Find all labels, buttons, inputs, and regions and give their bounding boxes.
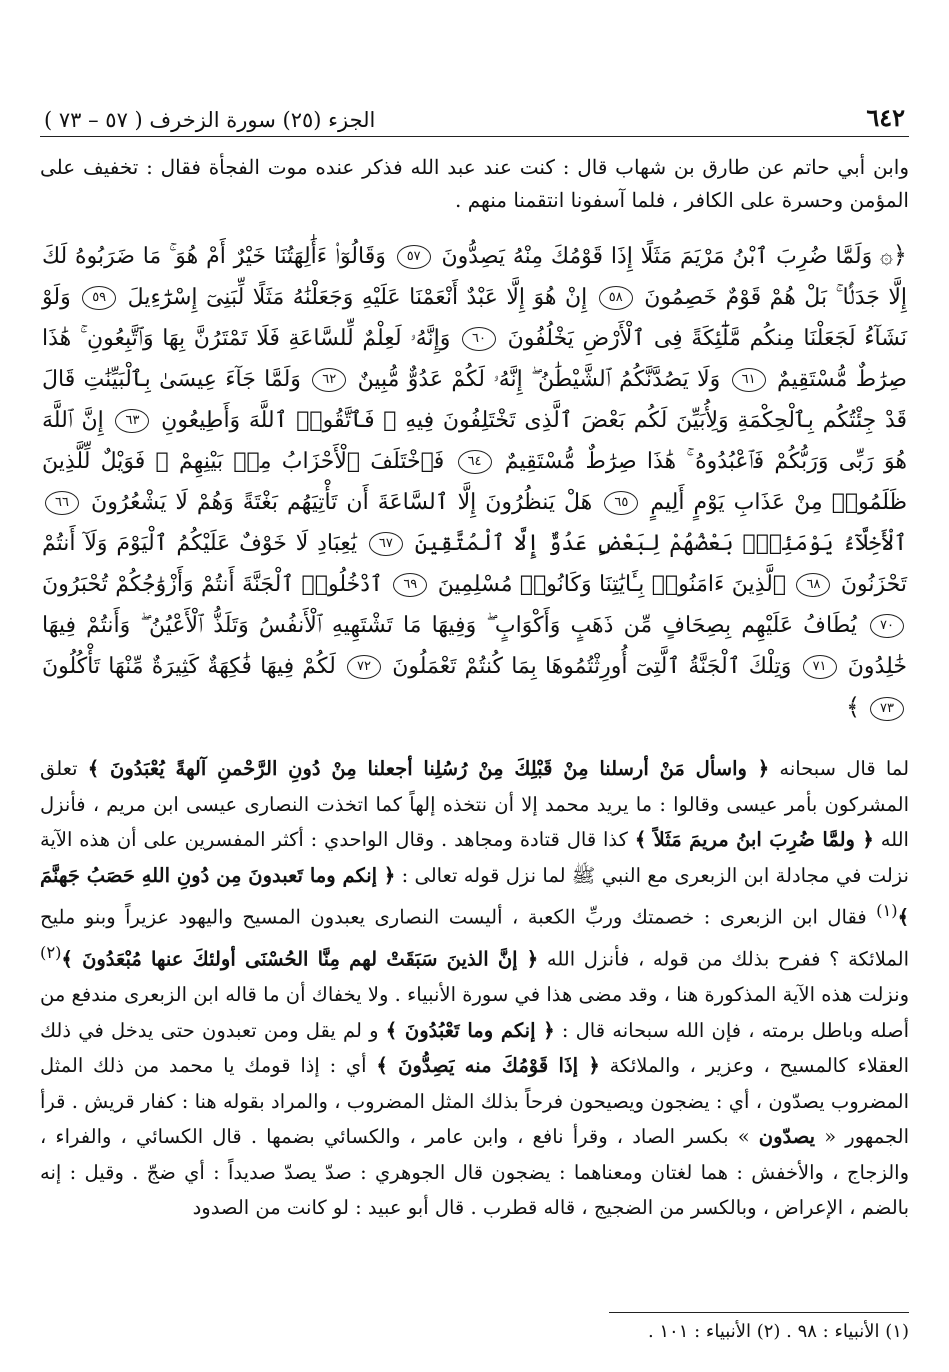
tafsir-text: » بكسر الصاد ، وقرأ نافع ، وابن عامر ، والكسائي بضمها . قال الكسائي ، والفراء ، والزجاج ، والأخفش : هما لغتان ومعناهما : يضجون قال الجوهري : صدّ يصدّ صديداً : أي ضجّ . وقيل : إنه بالضم ، الإعراض ، وبالكسر من الضجيج ، قاله قطرب . قال أبو عبيد : لو كانت من الصدود xyxy=(40,1125,909,1219)
tafsir-text: و لم يقل ومن تعبدون حتى يدخل في ذلك العقلاء كالمسيح ، وعزير ، والملائكة xyxy=(40,1018,910,1077)
verse-text: وَلَا يَصُدَّنَّكُمُ ٱلشَّيْطَٰنُ ۖ إِنَّهُۥ لَكُمْ عَدُوٌّ مُّبِينٌ xyxy=(357,367,721,392)
verse-text: وَقَالُوٓا۟ ءَأَٰلِهَتُنَا خَيْرٌ أَمْ هُوَ ۚ مَا ضَرَبُوهُ لَكَ إِلَّا جَدَلًۢا ۚ بَلْ هُمْ قَوْمٌ خَصِمُونَ xyxy=(42,244,907,310)
quran-open-bracket: ﴿ xyxy=(892,241,907,269)
verse-text: وَلَمَّا جَآءَ عِيسَىٰ بِٱلْبَيِّنَٰتِ قَالَ قَدْ جِئْتُكُم بِٱلْحِكْمَةِ وَلِأُبَيِّنَ لَكُم بَعْضَ ٱلَّذِى تَخْتَلِفُونَ فِيهِ ۖ فَٱتَّقُوا۟ ٱللَّهَ وَأَطِيعُونِ xyxy=(42,367,908,433)
verse-number-marker: ٧٣ xyxy=(870,697,904,721)
verse-text: ۞ وَلَمَّا ضُرِبَ ٱبْنُ مَرْيَمَ مَثَلًا إِذَا قَوْمُكَ مِنْهُ يَصِدُّونَ xyxy=(441,244,893,269)
verse-text: فَٱخْتَلَفَ ٱلْأَحْزَابُ مِنۢ بَيْنِهِمْ ۖ فَوَيْلٌ لِّلَّذِينَ ظَلَمُوا۟ مِنْ عَذَابِ يَوْمٍ أَلِيمٍ xyxy=(42,449,907,515)
footnote-divider xyxy=(609,1312,909,1313)
verse-number-marker: ٦٤ xyxy=(458,450,492,474)
verse-text: إِنْ هُوَ إِلَّا عَبْدٌ أَنْعَمْنَا عَلَيْهِ وَجَعَلْنَٰهُ مَثَلًا لِّبَنِىٓ إِسْرَٰٓءِيلَ xyxy=(127,285,588,310)
verse-number-marker: ٦٠ xyxy=(462,327,496,351)
quoted-verse: ﴿ ولمَّا ضُرِبَ ابنُ مريمَ مَثَلاً ﴾ xyxy=(634,828,874,851)
tafsir-text: تعلق المشركون بأمر عيسى وقالوا : ما يريد محمد إلا أن نتخذه إلهاً كما اتخذت النصارى عيسى ابن مريم ، فأنزل الله xyxy=(40,757,909,851)
verse-text: يُطَافُ عَلَيْهِم بِصِحَافٍ مِّن ذَهَبٍ وَأَكْوَابٍ ۖ وَفِيهَا مَا تَشْتَهِيهِ ٱلْأَنفُسُ وَتَلَذُّ ٱلْأَعْيُنُ ۖ وَأَنتُمْ فِيهَا خَٰلِدُونَ xyxy=(42,613,907,679)
verse-text: لَكُمْ فِيهَا فَٰكِهَةٌ كَثِيرَةٌ مِّنْهَا تَأْكُلُونَ xyxy=(42,654,336,679)
book-page xyxy=(40,92,909,1226)
verse-number-marker: ٦٦ xyxy=(45,491,79,515)
running-header xyxy=(40,92,909,137)
verse-number-marker: ٦٩ xyxy=(393,573,427,597)
verse-text: وَلَوْ نَشَآءُ لَجَعَلْنَا مِنكُم مَّلَٰٓئِكَةً فِى ٱلْأَرْضِ يَخْلُفُونَ xyxy=(42,285,907,351)
footnote-ref: (١) xyxy=(876,901,898,920)
intro-paragraph: وابن أبي حاتم عن طارق بن شهاب قال : كنت عند عبد الله فذكر عنده موت الفجأة فقال : تخفيف على المؤمن وحسرة على الكافر ، فلما آسفونا انتقمنا منهم . xyxy=(40,155,909,212)
quran-verses-block xyxy=(40,235,909,729)
header-title: الجزء (٢٥) سورة الزخرف ( ٥٧ – ٧٣ ) xyxy=(44,108,376,132)
verse-number-marker: ٧١ xyxy=(803,655,837,679)
footnote-text: (١) الأنبياء : ٩٨ . (٢) الأنبياء : ١٠١ . xyxy=(647,1321,909,1342)
quoted-verse: ﴿ واسأل مَنْ أرسلنا مِنْ قَبْلِكَ مِنْ رُسُلِنا أجعلنا مِنْ دُونِ الرَّحْمنِ آلهةً يُعْبَدُونَ ﴾ xyxy=(87,757,770,780)
quoted-verse: ﴿ إنكم وما تَعبدونَ مِن دُونِ اللهِ حَصَبُ جَهنَّمَ ﴾ xyxy=(40,863,909,929)
verse-text: يَٰعِبَادِ لَا خَوْفٌ عَلَيْكُمُ ٱلْيَوْمَ وَلَآ أَنتُمْ تَحْزَنُونَ xyxy=(42,531,907,597)
tafsir-text: أي : إذا قومك يا محمد من ذلك المثل المضروب يصدّون ، أي : يضجون ويصيحون فرحاً بذلك المثل المضروب ، والمراد بقوله هنا : كفار قريش . قرأ الجمهور « xyxy=(40,1054,909,1148)
verse-number-marker: ٦٥ xyxy=(604,491,638,515)
verse-number-marker: ٦٢ xyxy=(312,368,346,392)
quoted-word: يصدّون xyxy=(758,1125,816,1148)
verse-text: وَتِلْكَ ٱلْجَنَّةُ ٱلَّتِىٓ أُورِثْتُمُوهَا بِمَا كُنتُمْ تَعْمَلُونَ xyxy=(392,654,792,679)
verse-number-marker: ٦٣ xyxy=(115,409,149,433)
tafsir-text: فقال ابن الزبعرى : خصمتك وربِّ الكعبة ، أليست النصارى يعبدون المسيح واليهود عزيراً وبنو مليح الملائكة ؟ ففرح بذلك من قوله ، فأنزل الله xyxy=(40,905,909,971)
verse-text: ٱلْأَخِلَّآءُ يَوْمَئِذٍۭ بَعْضُهُمْ لِبَعْضٍ عَدُوٌّ إِلَّا ٱلْمُتَّقِينَ xyxy=(414,531,907,556)
tafsir-text: لما قال سبحانه xyxy=(779,757,910,780)
verse-text: وَإِنَّهُۥ لَعِلْمٌ لِّلسَّاعَةِ فَلَا تَمْتَرُنَّ بِهَا وَٱتَّبِعُونِ ۚ هَٰذَا صِرَٰطٌ مُّسْتَقِيمٌ xyxy=(42,326,907,392)
tafsir-text: ونزلت هذه الآية المذكورة هنا ، وقد مضى هذا في سورة الأنبياء . ولا يخفاك أن ما قاله ابن الزبعرى مندفع من أصله وباطل برمته ، فإن الله سبحانه قال : xyxy=(40,983,910,1042)
tafsir-text: كذا قال قتادة ومجاهد . وقال الواحدي : أكثر المفسرين على أن هذه الآية نزلت في مجادلة ابن الزبعرى مع النبي ﷺ لما نزل قوله تعالى : xyxy=(40,828,909,887)
verse-number-marker: ٦٨ xyxy=(796,573,830,597)
verse-number-marker: ٥٨ xyxy=(599,286,633,310)
quoted-verse: ﴿ إنَّ الذينَ سَبَقَتْ لهم مِنَّا الحُسْنَى أولئكَ عنها مُبْعَدُونَ ﴾ xyxy=(61,947,539,971)
verse-text: ٱدْخُلُوا۟ ٱلْجَنَّةَ أَنتُمْ وَأَزْوَٰجُكُمْ تُحْبَرُونَ xyxy=(42,572,383,597)
quoted-verse: ﴿ إنكم وما تَعْبُدُونَ ﴾ xyxy=(385,1018,555,1042)
verse-number-marker: ٥٩ xyxy=(82,286,116,310)
verse-number-marker: ٧٠ xyxy=(870,614,904,638)
verse-number-marker: ٥٧ xyxy=(397,245,431,269)
verse-number-marker: ٦١ xyxy=(732,368,766,392)
quoted-verse: ﴿ إذَا قَوْمُكَ منه يَصِدُّونَ ﴾ xyxy=(376,1054,600,1077)
tafsir-paragraph xyxy=(40,751,909,1226)
quran-close-bracket: ﴾ xyxy=(845,693,860,721)
verse-text: ٱلَّذِينَ ءَامَنُوا۟ بِـَٔايَٰتِنَا وَكَانُوا۟ مُسْلِمِينَ xyxy=(437,572,787,597)
footnote-ref: (٢) xyxy=(40,943,62,962)
verse-number-marker: ٧٢ xyxy=(347,655,381,679)
page-number: ٦٤٢ xyxy=(866,103,905,132)
footnotes xyxy=(40,1312,909,1342)
verse-text: هَلْ يَنظُرُونَ إِلَّا ٱلسَّاعَةَ أَن تَأْتِيَهُم بَغْتَةً وَهُمْ لَا يَشْعُرُونَ xyxy=(91,490,593,515)
verse-number-marker: ٦٧ xyxy=(369,532,403,556)
verse-text: إِنَّ ٱللَّهَ هُوَ رَبِّى وَرَبُّكُمْ فَٱعْبُدُوهُ ۚ هَٰذَا صِرَٰطٌ مُّسْتَقِيمٌ xyxy=(42,408,907,474)
